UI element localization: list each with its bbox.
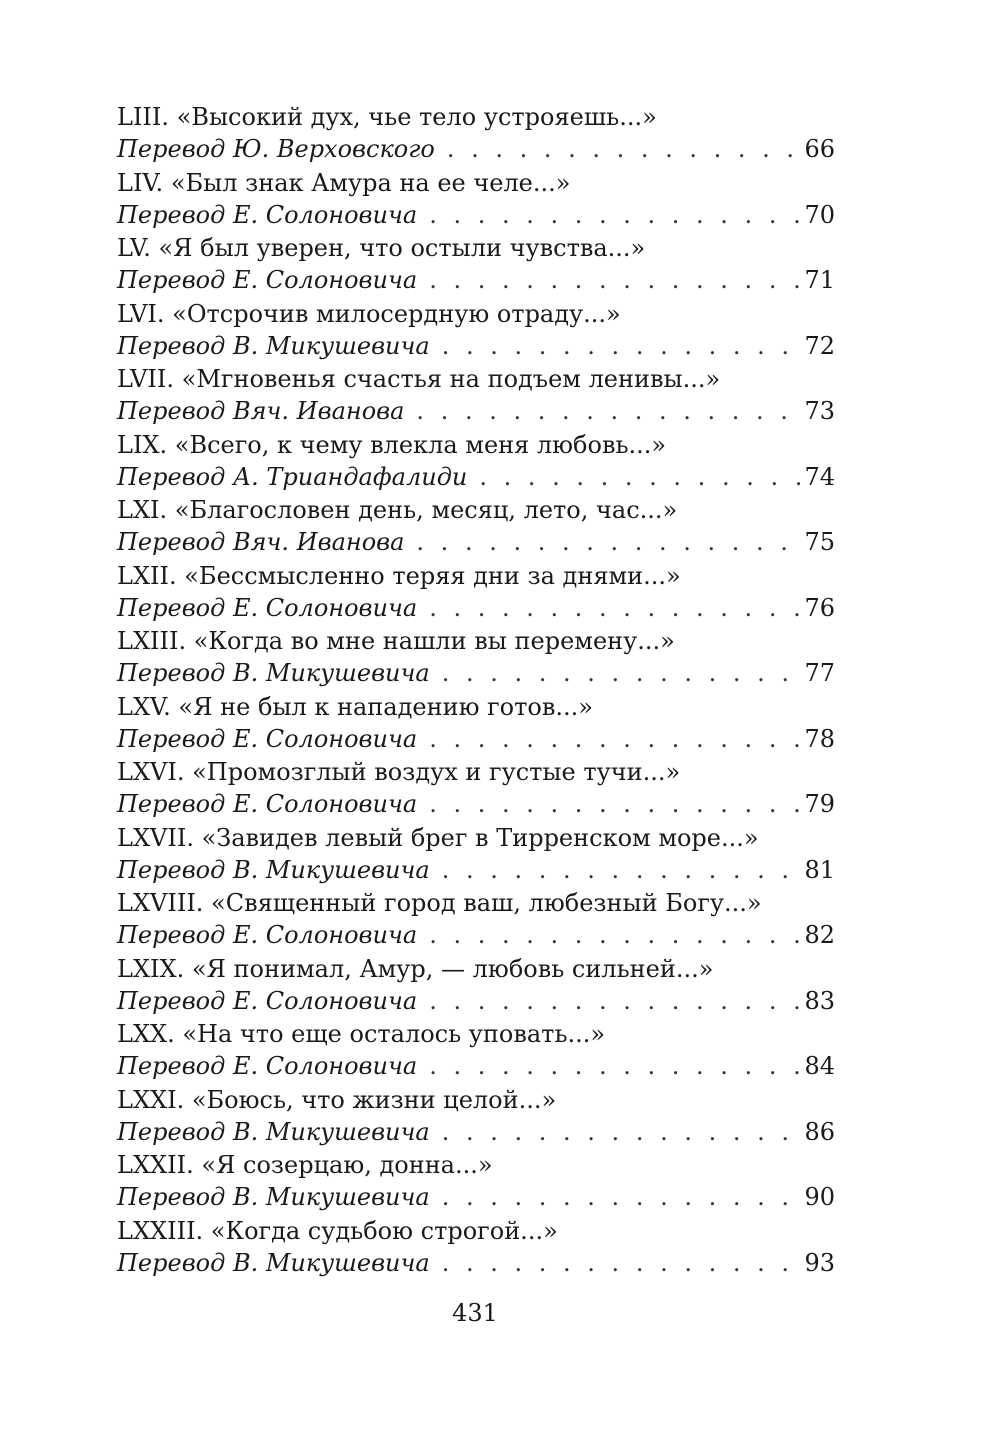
toc-entry-translator: Перевод В. Микушевича: [117, 1117, 430, 1146]
toc-entry-title: LXIX. «Я понимал, Амур, — любовь сильней...»: [117, 954, 714, 983]
toc-entry-page: 84: [804, 1052, 835, 1080]
toc-entry-translator: Перевод В. Микушевича: [117, 855, 430, 884]
toc-entry: [117, 691, 835, 757]
toc-entry-translator: Перевод Е. Солоновича: [117, 200, 418, 229]
toc-entry-line: [117, 1050, 835, 1082]
toc-entry-line: [117, 1181, 835, 1213]
dot-leader: [429, 264, 800, 296]
toc-entry-line: [117, 395, 835, 427]
toc-entry-line: [117, 1116, 835, 1148]
toc-entry-line: [117, 919, 835, 951]
toc-entry-line: [117, 854, 835, 886]
toc-entry-translator: Перевод Е. Солоновича: [117, 1052, 418, 1080]
toc-entry: [117, 101, 835, 167]
toc-entry-page: 74: [804, 462, 835, 491]
toc-entry-page: 90: [804, 1183, 835, 1211]
toc-entry-page: 72: [804, 331, 835, 360]
toc-entry: [117, 232, 835, 298]
toc-entry-page: 83: [804, 986, 835, 1015]
toc-entry-page: 76: [804, 593, 835, 622]
toc-entry-line: [117, 1247, 835, 1279]
toc-entry: [117, 953, 835, 1019]
toc-entry: [117, 1149, 835, 1215]
toc-entry-page: 79: [804, 790, 835, 818]
toc-entry-page: 71: [804, 266, 835, 294]
dot-leader: [416, 526, 800, 558]
toc-entry-page: 86: [804, 1117, 835, 1146]
dot-leader: [429, 723, 800, 755]
dot-leader: [442, 657, 801, 689]
toc-entry-translator: Перевод Вяч. Иванова: [117, 397, 405, 425]
toc-entry-translator: Перевод Е. Солоновича: [117, 986, 418, 1015]
toc-entry-title: LIV. «Был знак Амура на ее челе...»: [117, 168, 571, 197]
toc-entry-line: [117, 133, 835, 165]
toc-entry-translator: Перевод В. Микушевича: [117, 331, 430, 360]
toc-entry: [117, 1084, 835, 1150]
toc-entry-title: LXIII. «Когда во мне нашли вы перемену...»: [117, 627, 675, 655]
toc-entry-title: LXVIII. «Священный город ваш, любезный Богу...»: [117, 889, 762, 917]
toc-entry-title: LXX. «На что еще осталось уповать...»: [117, 1020, 606, 1048]
toc-entry-title: LV. «Я был уверен, что остыли чувства...»: [117, 234, 646, 262]
dot-leader: [442, 1116, 801, 1148]
toc-entry-title: LXVII. «Завидев левый брег в Тирренском море...»: [117, 823, 759, 852]
toc-entry-title: LXVI. «Промозглый воздух и густые тучи...»: [117, 758, 681, 786]
toc-entry-line: [117, 985, 835, 1017]
toc-entry-line: [117, 264, 835, 296]
toc-entry-title: LVI. «Отсрочив милосердную отраду...»: [117, 299, 621, 328]
toc-entry: [117, 1215, 835, 1281]
toc-entry-translator: Перевод В. Микушевича: [117, 1183, 430, 1211]
toc-entry-translator: Перевод Е. Солоновича: [117, 593, 418, 622]
toc-entry-translator: Перевод Е. Солоновича: [117, 266, 418, 294]
toc-entry-page: 73: [804, 397, 835, 425]
toc-entry-line: [117, 199, 835, 231]
dot-leader: [429, 592, 800, 624]
dot-leader: [447, 133, 801, 165]
toc-entry: [117, 822, 835, 888]
toc-entry-title: LXI. «Благословен день, месяц, лето, час...»: [117, 496, 678, 524]
toc-entry-page: 77: [804, 659, 835, 687]
toc-entry-page: 78: [804, 724, 835, 753]
toc-entry-translator: Перевод В. Микушевича: [117, 659, 430, 687]
toc-entry-translator: Перевод Е. Солоновича: [117, 724, 418, 753]
table-of-contents: [117, 101, 835, 1280]
toc-entry-page: 75: [804, 528, 835, 556]
toc-entry-title: LXXII. «Я созерцаю, донна...»: [117, 1151, 493, 1179]
toc-entry-line: [117, 788, 835, 820]
toc-entry: [117, 167, 835, 233]
toc-entry-translator: Перевод Вяч. Иванова: [117, 528, 405, 556]
toc-entry-line: [117, 526, 835, 558]
toc-entry-line: [117, 592, 835, 624]
toc-entry-translator: Перевод В. Микушевича: [117, 1248, 430, 1277]
toc-entry-line: [117, 330, 835, 362]
toc-entry-title: LXV. «Я не был к нападению готов...»: [117, 692, 593, 721]
dot-leader: [442, 854, 801, 886]
toc-entry: [117, 887, 835, 953]
toc-entry: [117, 363, 835, 429]
toc-entry: [117, 625, 835, 691]
toc-entry: [117, 560, 835, 626]
toc-entry-page: 81: [804, 855, 835, 884]
toc-entry-page: 93: [804, 1248, 835, 1277]
toc-entry-title: LXXI. «Боюсь, что жизни целой...»: [117, 1085, 557, 1114]
toc-entry-translator: Перевод Е. Солоновича: [117, 790, 418, 818]
toc-entry-line: [117, 461, 835, 493]
dot-leader: [429, 788, 800, 820]
toc-entry-translator: Перевод Ю. Верховского: [117, 135, 435, 163]
toc-entry: [117, 298, 835, 364]
toc-entry-page: 70: [804, 200, 835, 229]
toc-entry: [117, 1018, 835, 1084]
toc-entry-title: LIX. «Всего, к чему влекла меня любовь...»: [117, 430, 667, 459]
dot-leader: [429, 985, 800, 1017]
toc-entry: [117, 494, 835, 560]
toc-entry-title: LXII. «Бессмысленно теряя дни за днями...»: [117, 561, 681, 590]
toc-entry-title: LIII. «Высокий дух, чье тело устрояешь...»: [117, 103, 657, 131]
dot-leader: [442, 330, 801, 362]
toc-entry-translator: Перевод А. Триандафалиди: [117, 462, 468, 491]
toc-entry-translator: Перевод Е. Солоновича: [117, 921, 418, 949]
toc-entry-line: [117, 723, 835, 755]
toc-entry: [117, 429, 835, 495]
toc-entry: [117, 756, 835, 822]
toc-entry-line: [117, 657, 835, 689]
dot-leader: [416, 395, 800, 427]
toc-entry-title: LXXIII. «Когда судьбою строгой...»: [117, 1216, 558, 1245]
toc-entry-page: 82: [804, 921, 835, 949]
dot-leader: [429, 919, 800, 951]
dot-leader: [442, 1181, 801, 1213]
dot-leader: [429, 1050, 800, 1082]
dot-leader: [442, 1247, 801, 1279]
toc-entry-page: 66: [804, 135, 835, 163]
page-number: 431: [452, 1299, 498, 1327]
dot-leader: [479, 461, 800, 493]
toc-entry-title: LVII. «Мгновенья счастья на подъем ленивы...»: [117, 365, 721, 393]
dot-leader: [429, 199, 800, 231]
